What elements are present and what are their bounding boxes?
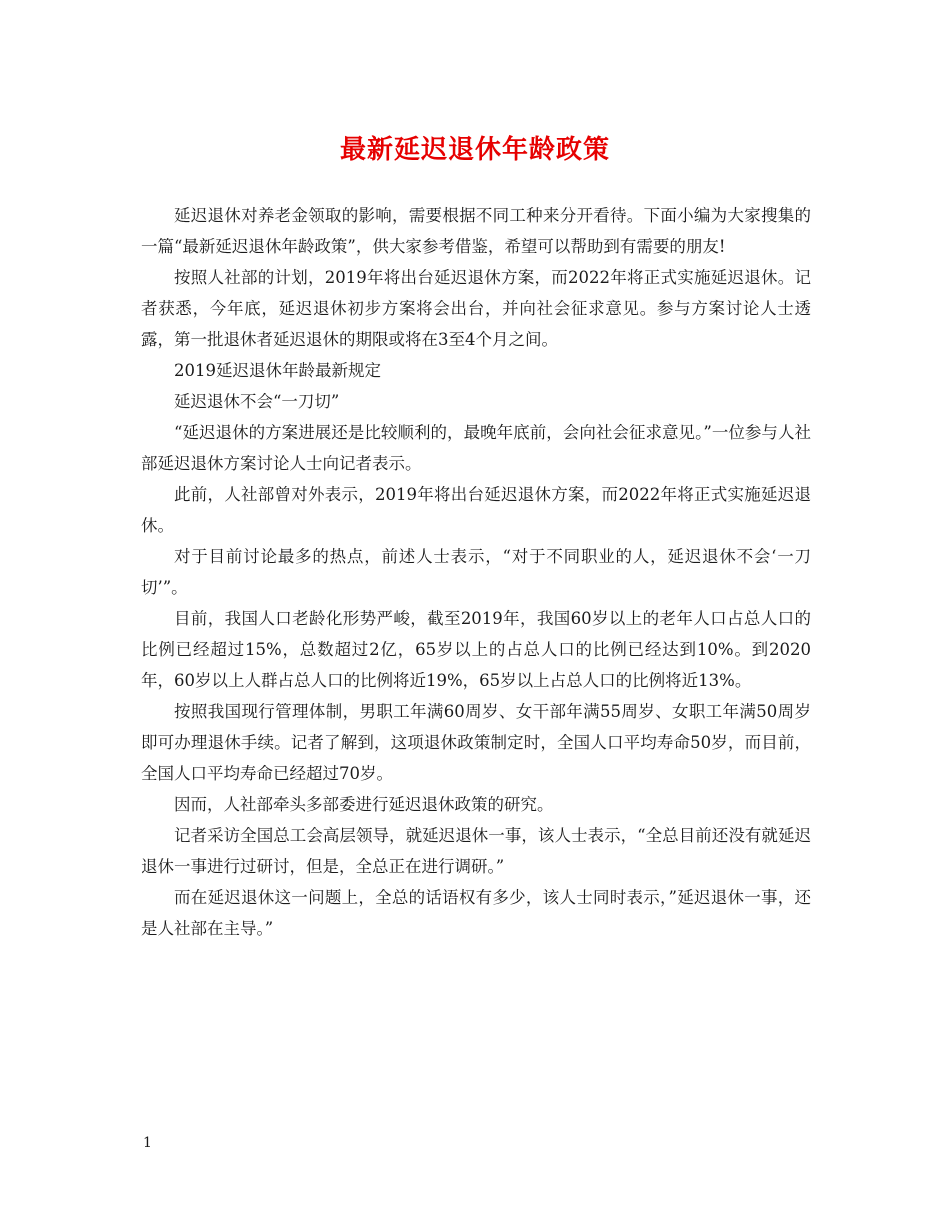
page-title: 最新延迟退休年龄政策 <box>339 135 610 165</box>
sub-heading: 延迟退休不会“一刀切” <box>174 392 340 411</box>
paragraph: 按照人社部的计划，2019年将出台延迟退休方案，而2022年将正式实施延迟退休。记者获悉，今年底，延迟退休初步方案将会出台，并向社会征求意见。参与方案讨论人士透露，第一批退休者延迟退休的期限或将在3至4个月之间。 <box>141 268 811 349</box>
paragraph: “延迟退休的方案进展还是比较顺利的，最晚年底前，会向社会征求意见。”一位参与人社部延迟退休方案讨论人士向记者表示。 <box>141 423 811 473</box>
article-body <box>141 200 811 944</box>
paragraph: 记者采访全国总工会高层领导，就延迟退休一事，该人士表示，“全总目前还没有就延迟退休一事进行过研讨，但是，全总正在进行调研。” <box>141 826 811 876</box>
paragraph: 因而，人社部牵头多部委进行延迟退休政策的研究。 <box>174 795 554 814</box>
paragraph: 目前，我国人口老龄化形势严峻，截至2019年，我国60岁以上的老年人口占总人口的比例已经超过15%，总数超过2亿，65岁以上的占总人口的比例已经达到10%。到2020年，60岁以上人群占总人口的比例将近19%，65岁以上占总人口的比例将近13%。 <box>141 609 811 690</box>
page-number: 1 <box>143 1135 152 1151</box>
paragraph: 延迟退休对养老金领取的影响，需要根据不同工种来分开看待。下面小编为大家搜集的一篇“最新延迟退休年龄政策”，供大家参考借鉴，希望可以帮助到有需要的朋友! <box>141 206 811 256</box>
section-heading: 2019延迟退休年龄最新规定 <box>174 361 381 380</box>
paragraph: 此前，人社部曾对外表示，2019年将出台延迟退休方案，而2022年将正式实施延迟退休。 <box>141 485 811 535</box>
paragraph: 对于目前讨论最多的热点，前述人士表示，“对于不同职业的人，延迟退休不会‘一刀切’”。 <box>141 547 811 597</box>
paragraph: 按照我国现行管理体制，男职工年满60周岁、女干部年满55周岁、女职工年满50周岁即可办理退休手续。记者了解到，这项退休政策制定时，全国人口平均寿命50岁，而目前，全国人口平均寿命已经超过70岁。 <box>141 702 811 783</box>
paragraph: 而在延迟退休这一问题上，全总的话语权有多少，该人士同时表示，”延迟退休一事，还是人社部在主导。” <box>141 888 811 938</box>
